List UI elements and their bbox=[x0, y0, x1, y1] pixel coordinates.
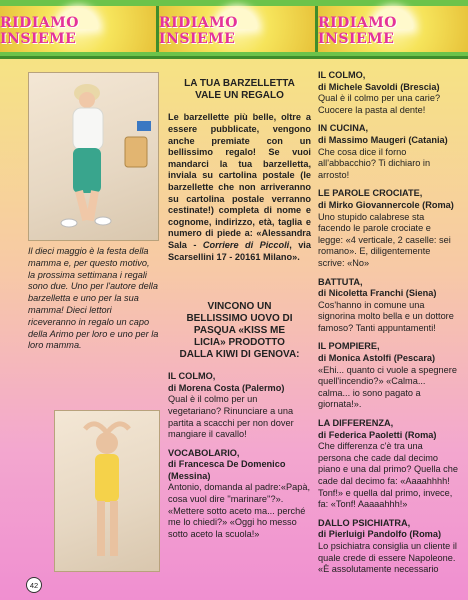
joke-text: Uno stupido calabrese sta facendo le parole crociate e legge: «4 verticale, 2 caselle: sei romano». E, diligentemente scrive: «No» bbox=[318, 211, 451, 268]
banner-panel-1 bbox=[0, 6, 159, 52]
joke-text: Che differenza c'è tra una persona che cade dal decimo piano e una dal primo? Quella che cade dal decimo fa: «Aaaahhhh! Tonf!» e quella dal primo, invece, fa: «Tonf! Aaaaahhh!» bbox=[318, 441, 458, 510]
joke-author: di Morena Costa (Palermo) bbox=[168, 382, 285, 393]
joke-title: IL COLMO, bbox=[318, 70, 366, 80]
joke-title: DALLO PSICHIATRA, bbox=[318, 517, 411, 528]
joke-pompiere bbox=[318, 341, 458, 411]
joke-text: «Ehi... quanto ci vuole a spegnere quell'incendio?» «Calma... calma... io sono pagato a giornata!». bbox=[318, 364, 457, 410]
joke-author: di Federica Paoletti (Roma) bbox=[318, 429, 437, 440]
contest-body-part-1: Le barzellette più belle, oltre a essere pubblicate, vengono anche premiate con un bellissimo regalo! Se vuoi mandarci la tua barzelletta, inviala su cartolina postale (le barzellette che non arriveranno su cartolina postale verranno cestinate!) completa di nome e cognome, indirizzo, età, taglia e numero di piede a: «Alessandra Sala - bbox=[168, 112, 311, 250]
contest-body-part-2: , via Scarsellini 17 - 20161 Milano». bbox=[168, 239, 311, 262]
joke-author: di Monica Astolfi (Pescara) bbox=[318, 353, 436, 364]
joke-title: VOCABOLARIO, bbox=[168, 447, 240, 458]
joke-text: Qual è il colmo per una carie? Cuocere la pasta al dente! bbox=[318, 93, 441, 115]
joke-text: Lo psichiatra consiglia un cliente il quale crede di essere Napoleone. «È assolutamente necessario bbox=[318, 540, 457, 575]
girl-walking-illustration bbox=[29, 73, 158, 240]
page-number: 42 bbox=[26, 577, 42, 593]
banner-panel-3 bbox=[318, 6, 468, 52]
joke-in-cucina bbox=[318, 123, 458, 181]
contest-body bbox=[168, 112, 311, 263]
header-banner bbox=[0, 0, 468, 59]
prize-title: VINCONO UN BELLISSIMO UOVO DI PASQUA «KISS ME LICIA» PRODOTTO DALLA KIWI DI GENOVA: bbox=[179, 301, 300, 361]
joke-differenza bbox=[318, 418, 458, 511]
joke-text: Che cosa dice il forno all'abbacchio? Ti dichiaro in arrosto! bbox=[318, 146, 431, 180]
joke-title: LE PAROLE CROCIATE, bbox=[318, 188, 423, 199]
photo-girl-walking bbox=[28, 72, 159, 241]
joke-text: Cos'hanno in comune una signorina molto bella e un dottore famoso? Tanti appuntamenti! bbox=[318, 299, 454, 333]
joke-title: IL POMPIERE, bbox=[318, 341, 380, 352]
banner-title: RIDIAMO INSIEME bbox=[318, 15, 397, 47]
joke-title: IN CUCINA, bbox=[318, 123, 369, 134]
banner-panel-2 bbox=[159, 6, 318, 52]
joke-colmo-costa bbox=[168, 371, 311, 441]
joke-colmo-savoldi bbox=[318, 70, 458, 116]
joke-author: di Michele Savoldi (Brescia) bbox=[318, 81, 440, 92]
joke-title: LA DIFFERENZA, bbox=[318, 418, 394, 429]
caption-mothers-day: Il dieci maggio è la festa della mamma e, per questo motivo, la prossima settimana i regali sono due. Uno per l'autore della barzelletta e uno per la sua mamma! Dieci lettori riceveranno in regalo un capo della Arimo per loro e uno per la loro mamma. bbox=[28, 246, 159, 351]
joke-author: di Pierluigi Pandolfo (Roma) bbox=[318, 529, 442, 540]
contest-body-magazine: Corriere di Piccoli bbox=[202, 239, 290, 250]
contest-column bbox=[168, 78, 311, 540]
photo-girl-swimsuit bbox=[54, 410, 160, 572]
joke-parole-crociate bbox=[318, 188, 458, 269]
joke-title: IL COLMO, bbox=[168, 371, 216, 382]
joke-author: di Mirko Giovannercole (Roma) bbox=[318, 199, 454, 210]
banner-title: RIDIAMO INSIEME bbox=[159, 15, 238, 47]
joke-author: di Nicoletta Franchi (Siena) bbox=[318, 288, 437, 299]
joke-vocabolario bbox=[168, 448, 311, 541]
joke-author: di Massimo Maugeri (Catania) bbox=[318, 134, 448, 145]
banner-title: RIDIAMO INSIEME bbox=[0, 15, 79, 47]
joke-author: di Francesca De Domenico (Messina) bbox=[168, 459, 286, 481]
jokes-column-right bbox=[318, 70, 458, 576]
joke-title: BATTUTA, bbox=[318, 276, 363, 287]
joke-psichiatra bbox=[318, 518, 458, 576]
contest-title: LA TUA BARZELLETTA VALE UN REGALO bbox=[184, 78, 295, 102]
joke-text: Qual è il colmo per un vegetariano? Rinunciare a una partita a scacchi per non dover mangiare il cavallo! bbox=[168, 394, 294, 440]
joke-text: Antonio, domanda al padre:«Papà, cosa vuol dire ''marinare''?». «Mettere sotto aceto ma... perché me lo chiedi?» «Oggi ho messo sotto aceto la scuola!» bbox=[168, 482, 311, 539]
joke-battuta bbox=[318, 277, 458, 335]
girl-swimsuit-illustration bbox=[55, 411, 159, 571]
